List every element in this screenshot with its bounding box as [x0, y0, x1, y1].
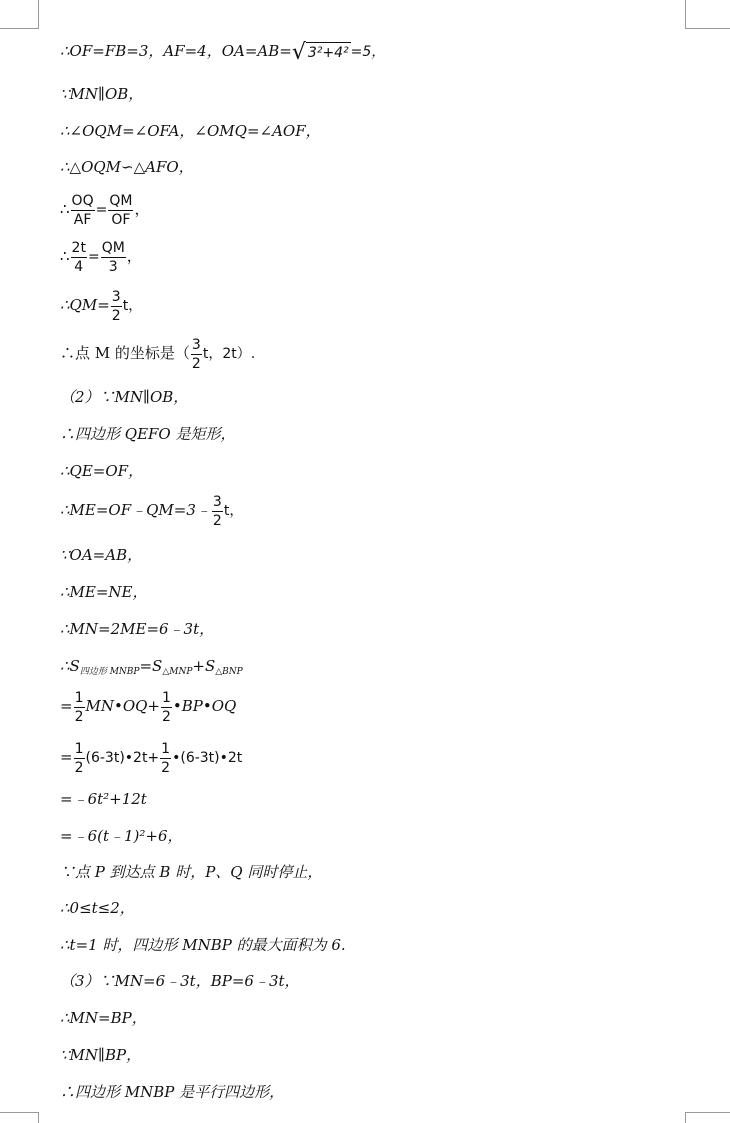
denominator: 2 — [74, 708, 84, 725]
fraction — [111, 290, 122, 323]
fraction — [161, 691, 172, 724]
fraction — [101, 241, 126, 274]
equation-text: t， — [122, 298, 143, 314]
solution-line-4 — [60, 152, 194, 182]
equation-text: ∴四边形 MNBP 是平行四边形， — [60, 1083, 285, 1101]
equation-text: ∴QM= — [60, 296, 110, 314]
corner-mark-bottom-left — [0, 1112, 39, 1123]
equation-text: t，2t）. — [202, 346, 256, 362]
solution-line-12 — [60, 490, 243, 530]
equation-text: ∴△OQM∽△AFO， — [60, 158, 194, 176]
fraction — [74, 691, 85, 724]
equation-text: MN•OQ+ — [85, 697, 160, 715]
numerator: 3 — [212, 493, 222, 510]
solution-line-27 — [60, 1077, 284, 1107]
solution-line-24 — [60, 966, 300, 996]
solution-line-1 — [60, 36, 385, 66]
solution-line-16 — [60, 651, 243, 681]
solution-line-26 — [60, 1040, 141, 1070]
denominator: 3 — [108, 258, 118, 275]
solution-line-2 — [60, 79, 143, 109]
numerator: 1 — [74, 689, 84, 706]
solution-line-13 — [60, 540, 142, 570]
corner-mark-bottom-right — [685, 1112, 730, 1123]
solution-line-14 — [60, 577, 148, 607]
solution-line-21 — [60, 857, 322, 887]
equation-text: ∴OF=FB=3，AF=4，OA=AB= — [60, 42, 292, 60]
numerator: 1 — [162, 689, 171, 706]
denominator: 2 — [111, 307, 121, 324]
equation-text: ∴∠OQM=∠OFA，∠OMQ=∠AOF， — [60, 122, 321, 140]
equation-text: ∴QE=OF， — [60, 462, 144, 480]
solution-line-3 — [60, 116, 321, 146]
square-root: √ 3²+4² — [291, 39, 349, 65]
solution-line-19 — [60, 784, 147, 814]
numerator: 3 — [111, 288, 121, 305]
equals-sign: = — [95, 202, 108, 218]
fraction — [74, 742, 85, 775]
solution-line-25 — [60, 1003, 147, 1033]
equation-text: ∵MN∥BP， — [60, 1046, 142, 1064]
equals-sign: = — [87, 249, 100, 265]
numerator: 1 — [74, 740, 84, 757]
subscript: △MNP — [162, 667, 193, 677]
equation-text: ∴点 M 的坐标是（ — [60, 344, 190, 362]
corner-mark-top-right — [685, 0, 730, 29]
denominator: 2 — [161, 759, 171, 776]
equation-text: +S — [192, 657, 216, 675]
equation-text: ∵点 P 到达点 B 时，P、Q 同时停止， — [60, 863, 323, 881]
denominator: AF — [73, 211, 92, 228]
fraction — [71, 241, 87, 274]
denominator: 2 — [162, 708, 171, 725]
fraction — [191, 338, 202, 371]
solution-line-8 — [60, 333, 255, 373]
equation-text: =﹣6(t﹣1)²+6， — [60, 827, 183, 845]
numerator: OQ — [71, 192, 94, 209]
fraction — [212, 495, 223, 528]
equation-text: ∴t=1 时，四边形 MNBP 的最大面积为 6. — [60, 936, 346, 954]
solution-line-20 — [60, 821, 183, 851]
numerator: 3 — [191, 336, 201, 353]
equation-text: ∴MN=2ME=6﹣3t， — [60, 620, 215, 638]
equation-text: ∴0≤t≤2， — [60, 899, 135, 917]
numerator: QM — [101, 239, 125, 256]
equation-text: ∴S — [60, 657, 80, 675]
equation-text: ∴ME=NE， — [60, 583, 148, 601]
equation-text: ∴ME=OF﹣QM=3﹣ — [60, 501, 211, 519]
numerator: QM — [109, 192, 133, 209]
punctuation: ， — [134, 200, 150, 218]
denominator: OF — [111, 211, 131, 228]
equation-text: （2）∵MN∥OB， — [60, 388, 189, 406]
equation-text: =S — [139, 657, 163, 675]
solution-line-22 — [60, 893, 135, 923]
denominator: 2 — [212, 512, 222, 529]
solution-line-11 — [60, 456, 143, 486]
solution-line-15 — [60, 614, 214, 644]
fraction — [160, 742, 171, 775]
fraction — [108, 194, 133, 227]
solution-line-18 — [60, 737, 242, 777]
punctuation: ， — [126, 247, 142, 265]
solution-line-6 — [60, 236, 142, 276]
equation-text: t， — [223, 503, 244, 519]
denominator: 4 — [74, 258, 84, 275]
solution-line-9 — [60, 382, 188, 412]
equation-text: •BP•OQ — [172, 697, 237, 715]
equation-result: =5， — [350, 44, 386, 60]
equals-sign: = — [60, 697, 73, 715]
solution-line-10 — [60, 419, 236, 449]
equation-text: ∴四边形 QEFO 是矩形， — [60, 425, 236, 443]
corner-mark-top-left — [0, 0, 39, 29]
equation-text: (6-3t)•2t+ — [85, 750, 160, 766]
therefore-symbol: ∴ — [60, 247, 70, 265]
solution-line-5 — [60, 189, 149, 229]
radicand: 3²+4² — [306, 42, 351, 61]
solution-line-17 — [60, 686, 236, 726]
fraction — [71, 194, 95, 227]
equation-text: ∵MN∥OB， — [60, 85, 144, 103]
numerator: 1 — [161, 740, 171, 757]
denominator: 2 — [74, 759, 84, 776]
equation-text: ∴MN=BP， — [60, 1009, 147, 1027]
denominator: 2 — [191, 355, 201, 372]
subscript: 四边形 MNBP — [79, 667, 140, 677]
numerator: 2t — [71, 239, 86, 256]
equation-text: •(6-3t)•2t — [172, 750, 243, 766]
equation-text: ∵OA=AB， — [60, 546, 143, 564]
equation-text: （3）∵MN=6﹣3t，BP=6﹣3t， — [60, 972, 300, 990]
equation-text: =﹣6t²+12t — [60, 790, 147, 808]
therefore-symbol: ∴ — [60, 200, 70, 218]
equals-sign: = — [60, 748, 73, 766]
subscript: △BNP — [215, 667, 243, 677]
solution-line-23 — [60, 930, 346, 960]
solution-line-7 — [60, 285, 142, 325]
